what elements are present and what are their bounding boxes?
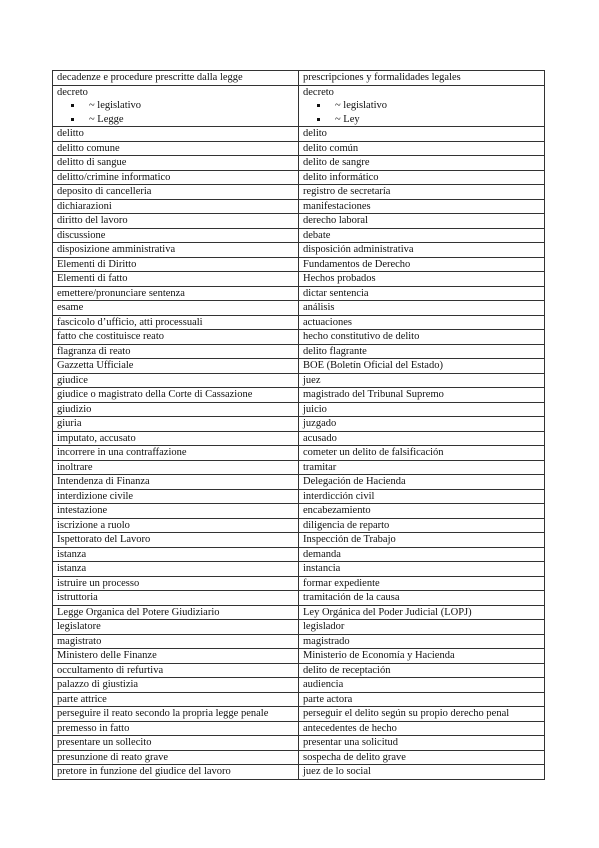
spanish-term-cell [299, 330, 545, 345]
table-row [53, 141, 545, 156]
table-row [53, 605, 545, 620]
italian-term-cell [53, 272, 299, 287]
spanish-term: audiencia [303, 679, 344, 690]
italian-term-cell [53, 286, 299, 301]
spanish-term-cell [299, 591, 545, 606]
italian-term: giudice o magistrato della Corte di Cassazione [57, 389, 253, 400]
spanish-term: juzgado [303, 418, 337, 429]
italian-term: premesso in fatto [57, 722, 130, 734]
sub-term-item: ~ Ley [317, 113, 540, 127]
table-row [53, 286, 545, 301]
spanish-term-cell [299, 141, 545, 156]
italian-term: magistrato [57, 635, 102, 647]
spanish-term: Inspección de Trabajo [303, 534, 396, 545]
italian-term-cell [53, 257, 299, 272]
italian-term-cell [53, 750, 299, 765]
table-row [53, 243, 545, 258]
spanish-term-cell [299, 199, 545, 214]
spanish-term-cell [299, 156, 545, 171]
sub-term-item: ~ legislativo [317, 99, 540, 113]
italian-term-cell [53, 330, 299, 345]
spanish-term-cell [299, 663, 545, 678]
italian-term: Legge Organica del Potere Giudiziario [57, 606, 220, 618]
italian-term: istanza [57, 563, 87, 574]
italian-term: esame [57, 302, 84, 313]
spanish-term: encabezamiento [303, 505, 371, 516]
italian-term: iscrizione a ruolo [57, 519, 130, 531]
italian-term-cell [53, 85, 299, 127]
spanish-term-cell [299, 301, 545, 316]
table-row [53, 576, 545, 591]
spanish-term-cell [299, 475, 545, 490]
spanish-term: juicio [303, 403, 327, 415]
italian-term-cell [53, 692, 299, 707]
spanish-term-cell [299, 446, 545, 461]
spanish-term-cell [299, 373, 545, 388]
spanish-term: juez [303, 374, 321, 386]
spanish-term: manifestaciones [303, 200, 371, 212]
table-row [53, 301, 545, 316]
italian-term-cell [53, 721, 299, 736]
italian-term-cell [53, 417, 299, 432]
table-row [53, 678, 545, 693]
italian-term-cell [53, 649, 299, 664]
italian-term: Elementi di Diritto [57, 258, 137, 270]
sub-term-item: ~ legislativo [71, 99, 294, 113]
sub-term-list [303, 99, 540, 126]
italian-term: delitto di sangue [57, 157, 127, 168]
italian-term-cell [53, 736, 299, 751]
italian-term-cell [53, 359, 299, 374]
spanish-term: delito de sangre [303, 157, 370, 168]
italian-term: palazzo di giustizia [57, 679, 139, 690]
italian-term-cell [53, 634, 299, 649]
spanish-term: magistrado [303, 635, 350, 647]
spanish-term: BOE (Boletín Oficial del Estado) [303, 360, 443, 371]
spanish-term: delito de receptación [303, 664, 391, 676]
table-row [53, 71, 545, 86]
italian-term-cell [53, 185, 299, 200]
spanish-term-cell [299, 721, 545, 736]
italian-term-cell [53, 373, 299, 388]
table-row [53, 634, 545, 649]
italian-term-cell [53, 301, 299, 316]
spanish-term: interdicción civil [303, 490, 375, 502]
italian-term-cell [53, 460, 299, 475]
table-row [53, 460, 545, 475]
italian-term: intestazione [57, 505, 108, 516]
spanish-term: registro de secretaría [303, 186, 391, 197]
table-row [53, 228, 545, 243]
italian-term-cell [53, 533, 299, 548]
spanish-term-cell [299, 431, 545, 446]
italian-term-cell [53, 344, 299, 359]
italian-term: delitto [57, 128, 84, 139]
italian-term: giuria [57, 418, 82, 429]
spanish-term: actuaciones [303, 316, 352, 328]
italian-term: perseguire il reato secondo la propria legge penale [57, 708, 269, 719]
spanish-term-cell [299, 388, 545, 403]
italian-term-cell [53, 605, 299, 620]
italian-term: disposizione amministrativa [57, 244, 176, 255]
italian-term-cell [53, 504, 299, 519]
spanish-term: cometer un delito de falsificación [303, 447, 444, 458]
italian-term-cell [53, 243, 299, 258]
table-row [53, 489, 545, 504]
table-row [53, 475, 545, 490]
italian-term: occultamento di refurtiva [57, 664, 164, 676]
table-row [53, 750, 545, 765]
spanish-term: Delegación de Hacienda [303, 476, 406, 487]
table-row [53, 373, 545, 388]
table-row [53, 388, 545, 403]
table-row [53, 257, 545, 272]
italian-term: delitto comune [57, 142, 120, 154]
table-row [53, 765, 545, 780]
italian-term-cell [53, 620, 299, 635]
spanish-term-cell [299, 257, 545, 272]
sub-term-item: ~ Legge [71, 113, 294, 127]
italian-term-cell [53, 591, 299, 606]
italian-term: presunzione di reato grave [57, 751, 169, 763]
spanish-term: instancia [303, 563, 341, 574]
italian-term: Elementi di fatto [57, 273, 128, 284]
italian-term-cell [53, 199, 299, 214]
spanish-term: Hechos probados [303, 273, 376, 284]
spanish-term-cell [299, 576, 545, 591]
sub-term-list [57, 99, 294, 126]
spanish-term: diligencia de reparto [303, 519, 390, 531]
italian-term-cell [53, 446, 299, 461]
spanish-term: demanda [303, 548, 341, 560]
italian-term-cell [53, 518, 299, 533]
italian-term-cell [53, 127, 299, 142]
spanish-term-cell [299, 605, 545, 620]
table-row [53, 504, 545, 519]
spanish-term-cell [299, 707, 545, 722]
table-row [53, 315, 545, 330]
spanish-term-cell [299, 127, 545, 142]
table-row [53, 446, 545, 461]
spanish-term-cell [299, 736, 545, 751]
italian-term: incorrere in una contraffazione [57, 447, 187, 458]
spanish-term-cell [299, 170, 545, 185]
glossary-table [52, 70, 545, 780]
table-row [53, 402, 545, 417]
table-row [53, 214, 545, 229]
spanish-term-cell [299, 402, 545, 417]
italian-term-cell [53, 228, 299, 243]
spanish-term-cell [299, 562, 545, 577]
spanish-term-cell [299, 518, 545, 533]
spanish-term: derecho laboral [303, 215, 369, 226]
italian-term: interdizione civile [57, 490, 134, 502]
italian-term-cell [53, 141, 299, 156]
italian-term: Intendenza di Finanza [57, 476, 150, 487]
italian-term-cell [53, 71, 299, 86]
spanish-term: perseguir el delito según su propio derecho penal [303, 708, 510, 719]
spanish-term: Ministerio de Economía y Hacienda [303, 650, 455, 661]
italian-term: diritto del lavoro [57, 215, 128, 226]
spanish-term-cell [299, 634, 545, 649]
spanish-term: Fundamentos de Derecho [303, 258, 411, 270]
table-row [53, 518, 545, 533]
table-row [53, 185, 545, 200]
italian-term: pretore in funzione del giudice del lavoro [57, 766, 231, 777]
table-row [53, 359, 545, 374]
spanish-term-cell [299, 504, 545, 519]
spanish-term-cell [299, 533, 545, 548]
table-row [53, 692, 545, 707]
italian-term: legislatore [57, 621, 101, 632]
document-page [52, 70, 544, 780]
spanish-term-cell [299, 243, 545, 258]
spanish-term-cell [299, 185, 545, 200]
spanish-term: prescripciones y formalidades legales [303, 72, 461, 83]
spanish-term: disposición administrativa [303, 244, 414, 255]
table-row [53, 199, 545, 214]
table-row [53, 736, 545, 751]
italian-term: Gazzetta Ufficiale [57, 360, 134, 371]
italian-term: deposito di cancelleria [57, 186, 152, 197]
italian-term-cell [53, 678, 299, 693]
table-row [53, 620, 545, 635]
spanish-term-cell [299, 359, 545, 374]
spanish-term: presentar una solicitud [303, 737, 399, 748]
italian-term: decreto [57, 86, 88, 98]
table-row [53, 272, 545, 287]
spanish-term: tramitar [303, 461, 337, 473]
table-row [53, 707, 545, 722]
spanish-term-cell [299, 765, 545, 780]
italian-term-cell [53, 576, 299, 591]
italian-term-cell [53, 562, 299, 577]
table-row [53, 663, 545, 678]
italian-term-cell [53, 315, 299, 330]
spanish-term: parte actora [303, 693, 353, 705]
table-row [53, 533, 545, 548]
spanish-term-cell [299, 344, 545, 359]
italian-term: giudizio [57, 403, 92, 415]
spanish-term: debate [303, 229, 331, 241]
italian-term-cell [53, 547, 299, 562]
italian-term: Ispettorato del Lavoro [57, 534, 151, 545]
spanish-term: tramitación de la causa [303, 592, 400, 603]
spanish-term: dictar sentencia [303, 287, 369, 299]
italian-term: flagranza di reato [57, 345, 131, 357]
italian-term: dichiarazioni [57, 200, 112, 212]
table-row [53, 127, 545, 142]
spanish-term-cell [299, 620, 545, 635]
table-row [53, 417, 545, 432]
spanish-term-cell [299, 272, 545, 287]
italian-term: inoltrare [57, 461, 93, 473]
italian-term-cell [53, 214, 299, 229]
spanish-term: legislador [303, 621, 345, 632]
spanish-term: acusado [303, 432, 337, 444]
italian-term: imputato, accusato [57, 432, 136, 444]
italian-term-cell [53, 156, 299, 171]
spanish-term: formar expediente [303, 577, 380, 589]
spanish-term: hecho constitutivo de delito [303, 331, 420, 342]
italian-term: discussione [57, 229, 106, 241]
italian-term-cell [53, 707, 299, 722]
spanish-term-cell [299, 214, 545, 229]
spanish-term-cell [299, 547, 545, 562]
italian-term: fascicolo d’ufficio, atti processuali [57, 316, 203, 328]
spanish-term-cell [299, 678, 545, 693]
spanish-term-cell [299, 489, 545, 504]
spanish-term: análisis [303, 302, 335, 313]
italian-term: istruire un processo [57, 577, 140, 589]
table-row [53, 649, 545, 664]
spanish-term: antecedentes de hecho [303, 722, 397, 734]
spanish-term: delito [303, 128, 327, 139]
spanish-term-cell [299, 750, 545, 765]
italian-term: Ministero delle Finanze [57, 650, 157, 661]
italian-term-cell [53, 765, 299, 780]
italian-term: istruttoria [57, 592, 98, 603]
italian-term: giudice [57, 374, 88, 386]
italian-term-cell [53, 170, 299, 185]
italian-term: delitto/crimine informatico [57, 171, 171, 183]
table-row [53, 721, 545, 736]
spanish-term: juez de lo social [303, 766, 371, 777]
italian-term-cell [53, 489, 299, 504]
spanish-term: sospecha de delito grave [303, 751, 406, 763]
spanish-term: delito flagrante [303, 345, 367, 357]
italian-term-cell [53, 402, 299, 417]
table-row [53, 431, 545, 446]
spanish-term: magistrado del Tribunal Supremo [303, 389, 444, 400]
spanish-term: delito informático [303, 171, 379, 183]
spanish-term: Ley Orgánica del Poder Judicial (LOPJ) [303, 606, 472, 618]
table-row [53, 344, 545, 359]
italian-term: istanza [57, 548, 87, 560]
spanish-term-cell [299, 228, 545, 243]
italian-term-cell [53, 475, 299, 490]
table-row [53, 330, 545, 345]
table-row [53, 562, 545, 577]
italian-term-cell [53, 388, 299, 403]
spanish-term-cell [299, 460, 545, 475]
spanish-term-cell [299, 649, 545, 664]
italian-term: presentare un sollecito [57, 737, 152, 748]
spanish-term-cell [299, 286, 545, 301]
italian-term-cell [53, 663, 299, 678]
spanish-term-cell [299, 71, 545, 86]
table-row [53, 591, 545, 606]
italian-term: decadenze e procedure prescritte dalla legge [57, 72, 243, 83]
table-row [53, 85, 545, 127]
spanish-term: delito común [303, 142, 359, 154]
table-row [53, 170, 545, 185]
italian-term: emettere/pronunciare sentenza [57, 287, 185, 299]
table-row [53, 156, 545, 171]
italian-term: fatto che costituisce reato [57, 331, 164, 342]
glossary-body [53, 71, 545, 780]
spanish-term-cell [299, 85, 545, 127]
italian-term: parte attrice [57, 693, 107, 705]
spanish-term-cell [299, 417, 545, 432]
spanish-term: decreto [303, 86, 334, 98]
table-row [53, 547, 545, 562]
spanish-term-cell [299, 692, 545, 707]
italian-term-cell [53, 431, 299, 446]
spanish-term-cell [299, 315, 545, 330]
